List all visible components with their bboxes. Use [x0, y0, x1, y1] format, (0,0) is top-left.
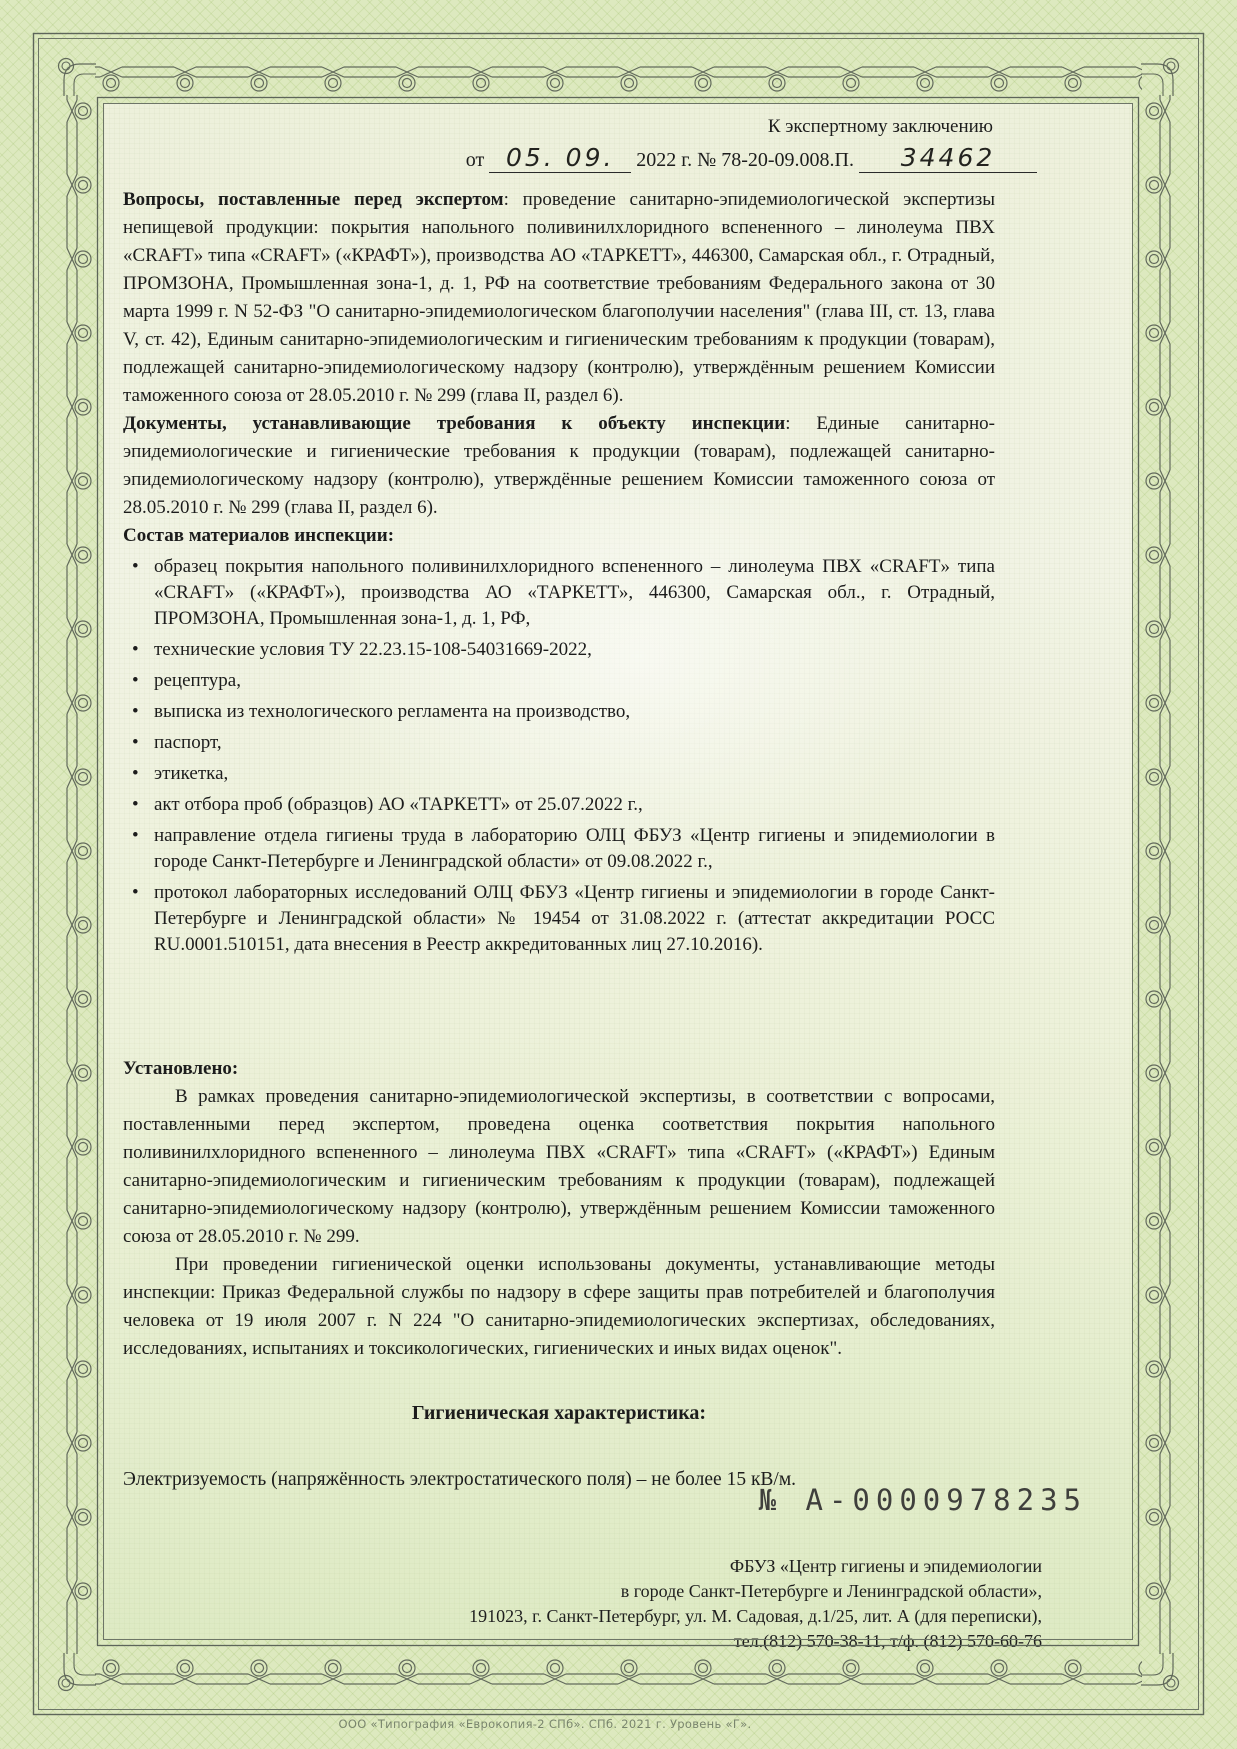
issuer-line: ФБУЗ «Центр гигиены и эпидемиологии	[729, 1556, 1042, 1576]
list-item: • протокол лабораторных исследований ОЛЦ ФБУЗ «Центр гигиены и эпидемиологии в городе Санкт-Петербурге и Ленинградской области» № 19454 от 31.08.2022 г. (аттестат аккредитации РОСС RU.0001.510151, дата внесения в Реестр аккредитованных лиц 27.10.2016).	[123, 880, 995, 958]
documents-body: : Единые санитарно-эпидемиологические и гигиенические требования к продукции (товарам), подлежащей санитарно-эпидемиологическому надзору (контролю), утверждённые решением Комиссии таможенного союза от 28.05.2010 г. № 299 (глава II, раздел 6).	[123, 413, 995, 518]
hygiene-heading: Гигиеническая характеристика:	[411, 1402, 707, 1424]
established-block	[123, 1055, 995, 1363]
documents-paragraph	[123, 410, 995, 522]
date-handwritten: 05. 09.	[505, 143, 615, 172]
reference-printed: 2022 г. № 78-20-09.008.П.	[636, 149, 854, 171]
hygiene-value: Электризуемость (напряжённость электростатического поля) – не более 15 кВ/м.	[123, 1469, 797, 1490]
printing-house-line: ООО «Типография «Еврокопия-2 СПб». СПб. 2021 г. Уровень «Г».	[338, 1717, 752, 1731]
list-item: • направление отдела гигиены труда в лабораторию ОЛЦ ФБУЗ «Центр гигиены и эпидемиологии в городе Санкт-Петербурге и Ленинградской области» от 09.08.2022 г.,	[123, 823, 995, 875]
list-item: • акт отбора проб (образцов) АО «ТАРКЕТТ» от 25.07.2022 г.,	[123, 792, 995, 818]
materials-list	[123, 554, 995, 958]
list-item: • технические условия ТУ 22.23.15-108-54031669-2022,	[123, 637, 995, 663]
issuer-line: в городе Санкт-Петербурге и Ленинградской области»,	[620, 1581, 1042, 1601]
issuer-block	[469, 1554, 1042, 1654]
documents-lead: Документы, устанавливающие требования к объекту инспекции	[123, 413, 786, 434]
document-paper	[104, 104, 1132, 1651]
established-paragraph-2: При проведении гигиенической оценки использованы документы, устанавливающие методы инспекции: Приказ Федеральной службы по надзору в сфере защиты прав потребителей и благополучия человека от 19 июля 2007 г. N 224 "О санитарно-эпидемиологических экспертизах, обследованиях, исследованиях, испытаниях и токсикологических, гигиенических и иных видах оценок".	[123, 1254, 995, 1359]
serial-number: № А-0000978235	[758, 1483, 1087, 1517]
issuer-line: 191023, г. Санкт-Петербург, ул. М. Садовая, д.1/25, лит. А (для переписки),	[469, 1606, 1042, 1626]
questions-body: : проведение санитарно-эпидемиологической экспертизы непищевой продукции: покрытия напольного поливинилхлоридного вспененного – линолеума ПВХ «CRAFT» типа «CRAFT» («КРАФТ»), производства АО «ТАРКЕТТ», 446300, Самарская обл., г. Отрадный, ПРОМЗОНА, Промышленная зона-1, д. 1, РФ на соответствие требованиям Федерального закона от 30 марта 1999 г. N 52-ФЗ "О санитарно-эпидемиологическом благополучии населения" (глава III, ст. 13, глава V, ст. 42), Единым санитарно-эпидемиологическим и гигиеническим требованиям к продукции (товарам), подлежащей санитарно-эпидемиологическому надзору (контролю), утверждённым решением Комиссии таможенного союза от 28.05.2010 г. № 299 (глава II, раздел 6).	[123, 189, 996, 406]
header-note: К экспертному заключению	[767, 116, 993, 137]
list-item: • рецептура,	[123, 668, 995, 694]
main-text-block	[123, 186, 995, 963]
list-item: • образец покрытия напольного поливинилхлоридного вспененного – линолеума ПВХ «CRAFT» типа «CRAFT» («КРАФТ»), производства АО «ТАРКЕТТ», 446300, Самарская обл., г. Отрадный, ПРОМЗОНА, Промышленная зона-1, д. 1, РФ,	[123, 554, 995, 632]
list-item: • выписка из технологического регламента на производство,	[123, 699, 995, 725]
list-item: • паспорт,	[123, 730, 995, 756]
issuer-line: тел.(812) 570-38-11, т/ф. (812) 570-60-76	[733, 1631, 1042, 1651]
questions-paragraph	[123, 186, 995, 410]
date-handwritten-field	[489, 143, 631, 173]
established-paragraph-1: В рамках проведения санитарно-эпидемиологической экспертизы, в соответствии с вопросами, поставленными перед экспертом, проведена оценка соответствия покрытия напольного поливинилхлоридного вспененного – линолеума ПВХ «CRAFT» типа «CRAFT» («КРАФТ») Единым санитарно-эпидемиологическим и гигиеническим требованиям к продукции (товарам), подлежащей санитарно-эпидемиологическому надзору (контролю), утверждённым решением Комиссии таможенного союза от 28.05.2010 г. № 299.	[123, 1086, 995, 1247]
list-item: • этикетка,	[123, 761, 995, 787]
number-handwritten-field	[859, 143, 1037, 173]
questions-lead: Вопросы, поставленные перед экспертом	[123, 189, 504, 210]
established-heading: Установлено:	[123, 1058, 239, 1079]
number-handwritten: 34462	[900, 143, 996, 172]
materials-heading: Состав материалов инспекции:	[123, 525, 395, 546]
from-label: от	[465, 149, 485, 171]
header-reference-line	[466, 143, 1037, 173]
